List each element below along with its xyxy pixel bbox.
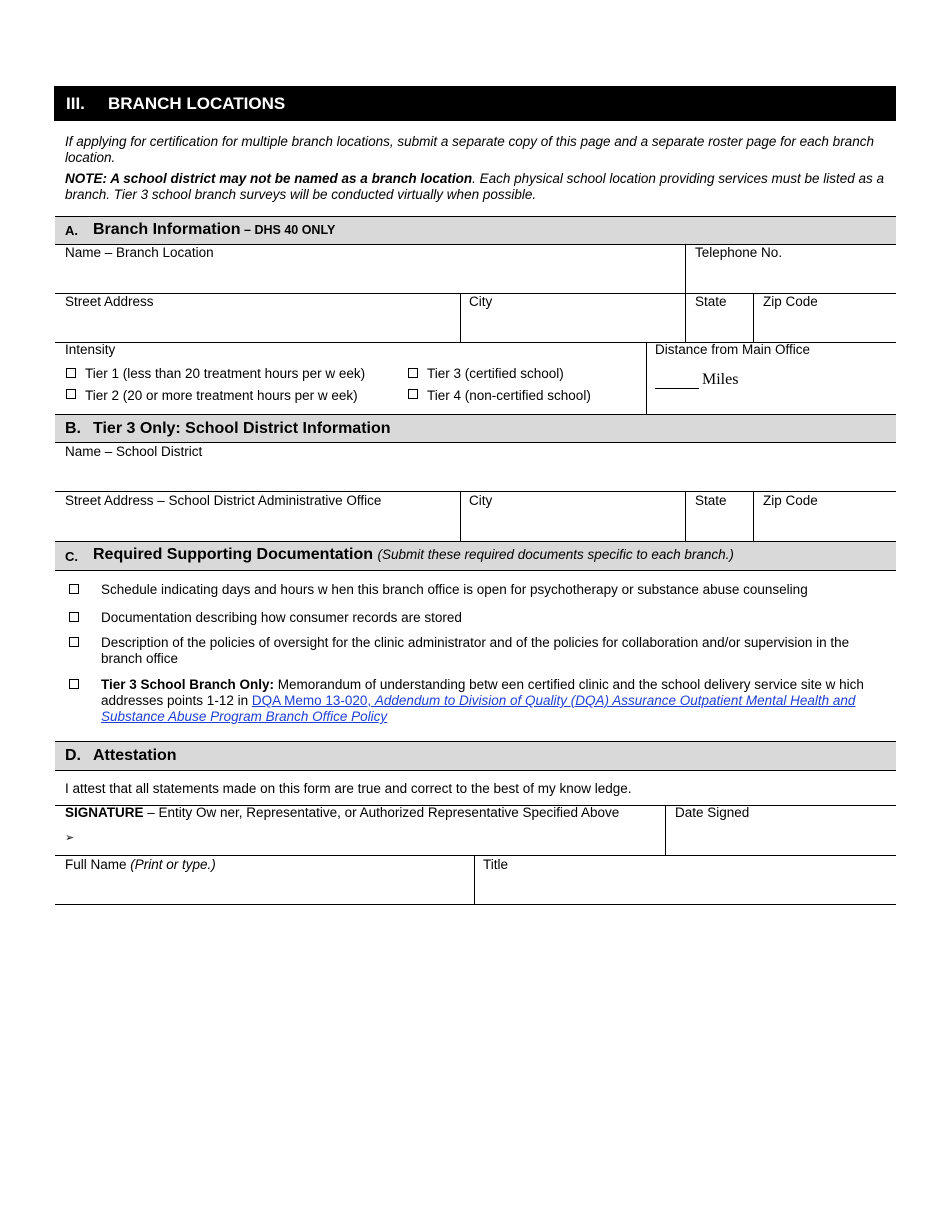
section-c-header [55,541,896,571]
street-address-field[interactable] [56,311,459,341]
full-name-hint: (Print or type.) [130,857,216,872]
telephone-field[interactable] [687,262,895,292]
signature-label: SIGNATURE – Entity Ow ner, Representative, or Authorized Representative Specified Above [65,805,620,820]
doc-memo-bold: Tier 3 School Branch Only: [101,677,275,692]
note-bold: NOTE: A school district may not be named as a branch location [65,171,473,186]
tier-4-checkbox[interactable] [408,389,418,399]
school-district-name-label: Name – School District [65,444,203,459]
district-state-label: State [695,493,727,508]
doc-memo-body: Memorandum of understanding betw een certified clinic and the school delivery service site w hich addresses points 1-12 in [101,677,864,708]
title-field[interactable] [476,874,895,903]
street-address-label: Street Address [65,294,154,309]
tier-2-checkbox[interactable] [66,389,76,399]
section-d-title: Attestation [93,747,177,764]
district-city-field[interactable] [462,510,684,540]
section-a-title: Branch Information – DHS 40 ONLY [93,221,336,238]
full-name-label: Full Name (Print or type.) [65,857,216,872]
city-field[interactable] [462,311,684,341]
full-name-field[interactable] [56,874,472,903]
section-c-letter: C. [65,549,78,564]
doc-schedule-text: Schedule indicating days and hours w hen this branch office is open for psychotherapy or substance abuse counseling [101,582,808,597]
zip-code-field[interactable] [755,311,895,341]
district-city-label: City [469,493,493,508]
section-number: III. [66,94,85,113]
tier-3-label: Tier 3 (certified school) [427,366,564,381]
district-state-field[interactable] [687,510,752,540]
doc-schedule-checkbox[interactable] [69,584,79,594]
city-label: City [469,294,493,309]
doc-records-text: Documentation describing how consumer records are stored [101,610,462,625]
state-field[interactable] [687,311,752,341]
dqa-memo-link[interactable]: DQA Memo 13-020, Addendum to Division of Quality (DQA) Assurance Outpatient Mental Health and Substance Abuse Program Branch Office Policy [101,693,856,724]
tier-3-checkbox[interactable] [408,368,418,378]
intro-note [65,171,890,203]
tier-1-label: Tier 1 (less than 20 treatment hours per w eek) [85,366,366,381]
section-d-letter: D. [65,747,81,764]
section-a-header [55,216,896,245]
section-title-bar [54,86,896,121]
tier-1-checkbox[interactable] [66,368,76,378]
distance-label: Distance from Main Office [655,342,811,357]
note-rest: . Each physical school location providing services must be listed as a branch. Tier 3 school branch surveys will be conducted virtually when possible. [65,171,885,202]
section-title: BRANCH LOCATIONS [108,94,286,113]
signature-marker-icon: ➢ [65,832,75,844]
section-a-letter: A. [65,223,78,238]
telephone-label: Telephone No. [695,245,783,260]
section-c-title: Required Supporting Documentation (Submit these required documents specific to each branch.) [93,546,734,563]
title-label: Title [483,857,509,872]
section-d-header [55,741,896,771]
branch-name-label: Name – Branch Location [65,245,214,260]
doc-policies-text: Description of the policies of oversight for the clinic administrator and of the policies for collaboration and/or supervision in the branch office [101,635,850,666]
section-b-letter: B. [65,420,81,437]
date-signed-label: Date Signed [675,805,750,820]
date-signed-field[interactable] [667,823,895,854]
zip-code-label: Zip Code [763,294,818,309]
branch-name-field[interactable] [56,262,684,292]
distance-input-line[interactable] [655,388,699,389]
tier-4-label: Tier 4 (non-certified school) [427,388,591,403]
doc-records-checkbox[interactable] [69,612,79,622]
doc-policies-checkbox[interactable] [69,637,79,647]
doc-memo-text [101,677,886,725]
tier-2-label: Tier 2 (20 or more treatment hours per w eek) [85,388,358,403]
miles-label: Miles [702,371,739,388]
intensity-label: Intensity [65,342,116,357]
district-street-field[interactable] [56,510,459,540]
signature-field[interactable] [80,826,663,854]
attestation-text: I attest that all statements made on this form are true and correct to the best of my know ledge. [65,781,632,796]
district-street-label: Street Address – School District Administrative Office [65,493,382,508]
section-c-subtitle: (Submit these required documents specific to each branch.) [377,547,734,562]
section-b-header [55,414,896,443]
intro-instructions: If applying for certification for multiple branch locations, submit a separate copy of this page and a separate roster page for each branch location. [65,134,874,165]
district-zip-label: Zip Code [763,493,818,508]
school-district-name-field[interactable] [56,461,895,491]
section-a-subtitle: – DHS 40 ONLY [240,223,336,237]
state-label: State [695,294,727,309]
doc-memo-checkbox[interactable] [69,679,79,689]
section-b-title: Tier 3 Only: School District Information [93,420,391,437]
district-zip-field[interactable] [755,510,895,540]
